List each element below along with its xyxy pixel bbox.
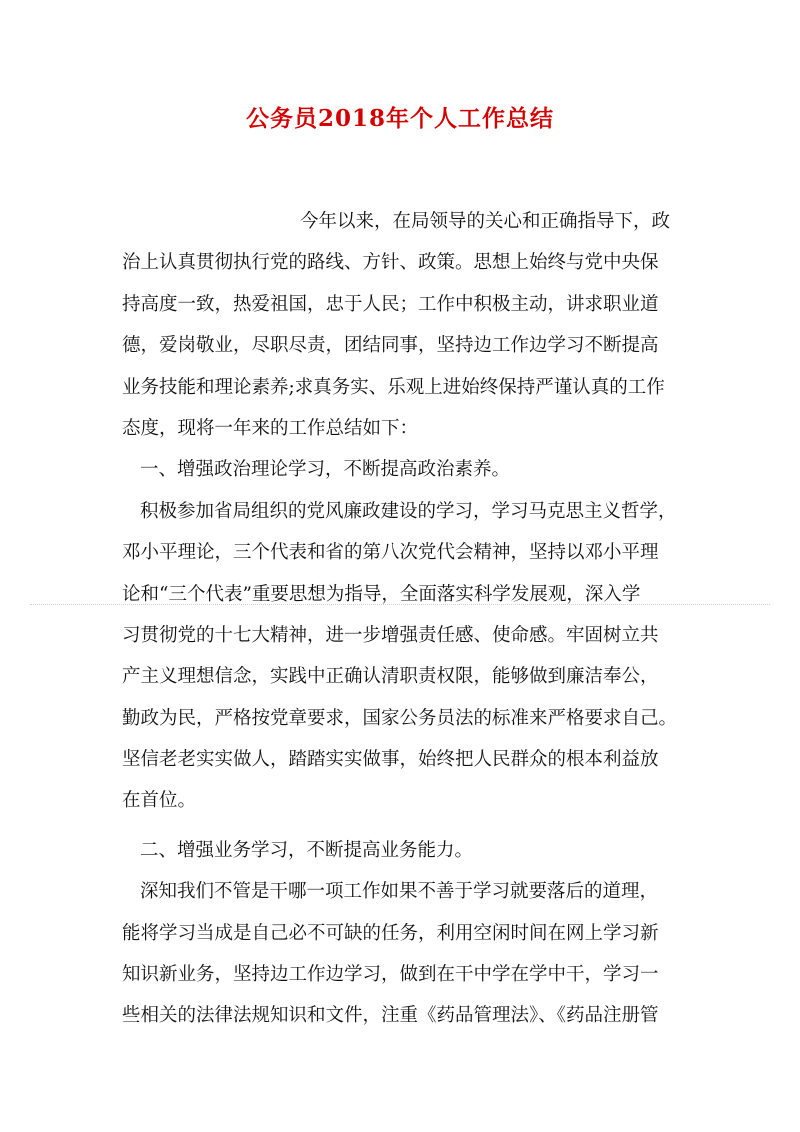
paragraph-line: 积极参加省局组织的党风廉政建设的学习，学习马克思主义哲学，	[140, 500, 677, 522]
paragraph-line: 在首位。	[122, 790, 197, 812]
document-title: 公务员2018年个人工作总结	[245, 105, 554, 132]
paragraph-line: 今年以来，在局领导的关心和正确指导下，政	[300, 211, 671, 232]
paragraph-line: 勤政为民，严格按党章要求，国家公务员法的标准来严格要求自己。	[122, 707, 678, 729]
paragraph-line: 产主义理想信念，实践中正确认清职责权限，能够做到廉洁奉公，	[122, 666, 659, 688]
paragraph-line: 能将学习当成是自己必不可缺的任务，利用空闲时间在网上学习新	[122, 922, 659, 944]
paragraph-line: 治上认真贯彻执行党的路线、方针、政策。思想上始终与党中央保	[122, 252, 659, 274]
paragraph-line: 坚信老老实实做人，踏踏实实做事，始终把人民群众的根本利益放	[122, 749, 659, 771]
paragraph-line: 习贯彻党的十七大精神，进一步增强责任感、使命感。牢固树立共	[122, 624, 659, 646]
paragraph-line: 深知我们不管是干哪一项工作如果不善于学习就要落后的道理，	[140, 881, 659, 903]
paragraph-line: 论和“三个代表”重要思想为指导，全面落实科学发展观，深入学	[122, 583, 641, 605]
paragraph-line: 持高度一致，热爱祖国，忠于人民；工作中积极主动，讲求职业道	[122, 293, 659, 315]
paragraph-line: 邓小平理论，三个代表和省的第八次党代会精神，坚持以邓小平理	[122, 542, 659, 564]
section-heading: 二、增强业务学习，不断提高业务能力。	[140, 839, 474, 861]
document-body	[122, 201, 684, 1037]
paragraph-line: 德，爱岗敬业，尽职尽责，团结同事，坚持边工作边学习不断提高	[122, 335, 659, 357]
section-heading: 一、增强政治理论学习，不断提高政治素养。	[140, 459, 511, 481]
paragraph-line: 知识新业务，坚持边工作边学习，做到在干中学在学中干，学习一	[122, 964, 659, 986]
paragraph-line: 些相关的法律法规知识和文件，注重《药品管理法》、《药品注册管	[122, 1005, 659, 1027]
paragraph-line: 态度，现将一年来的工作总结如下：	[122, 417, 419, 439]
paragraph-line: 业务技能和理论素养;求真务实、乐观上进始终保持严谨认真的工作	[122, 376, 665, 398]
